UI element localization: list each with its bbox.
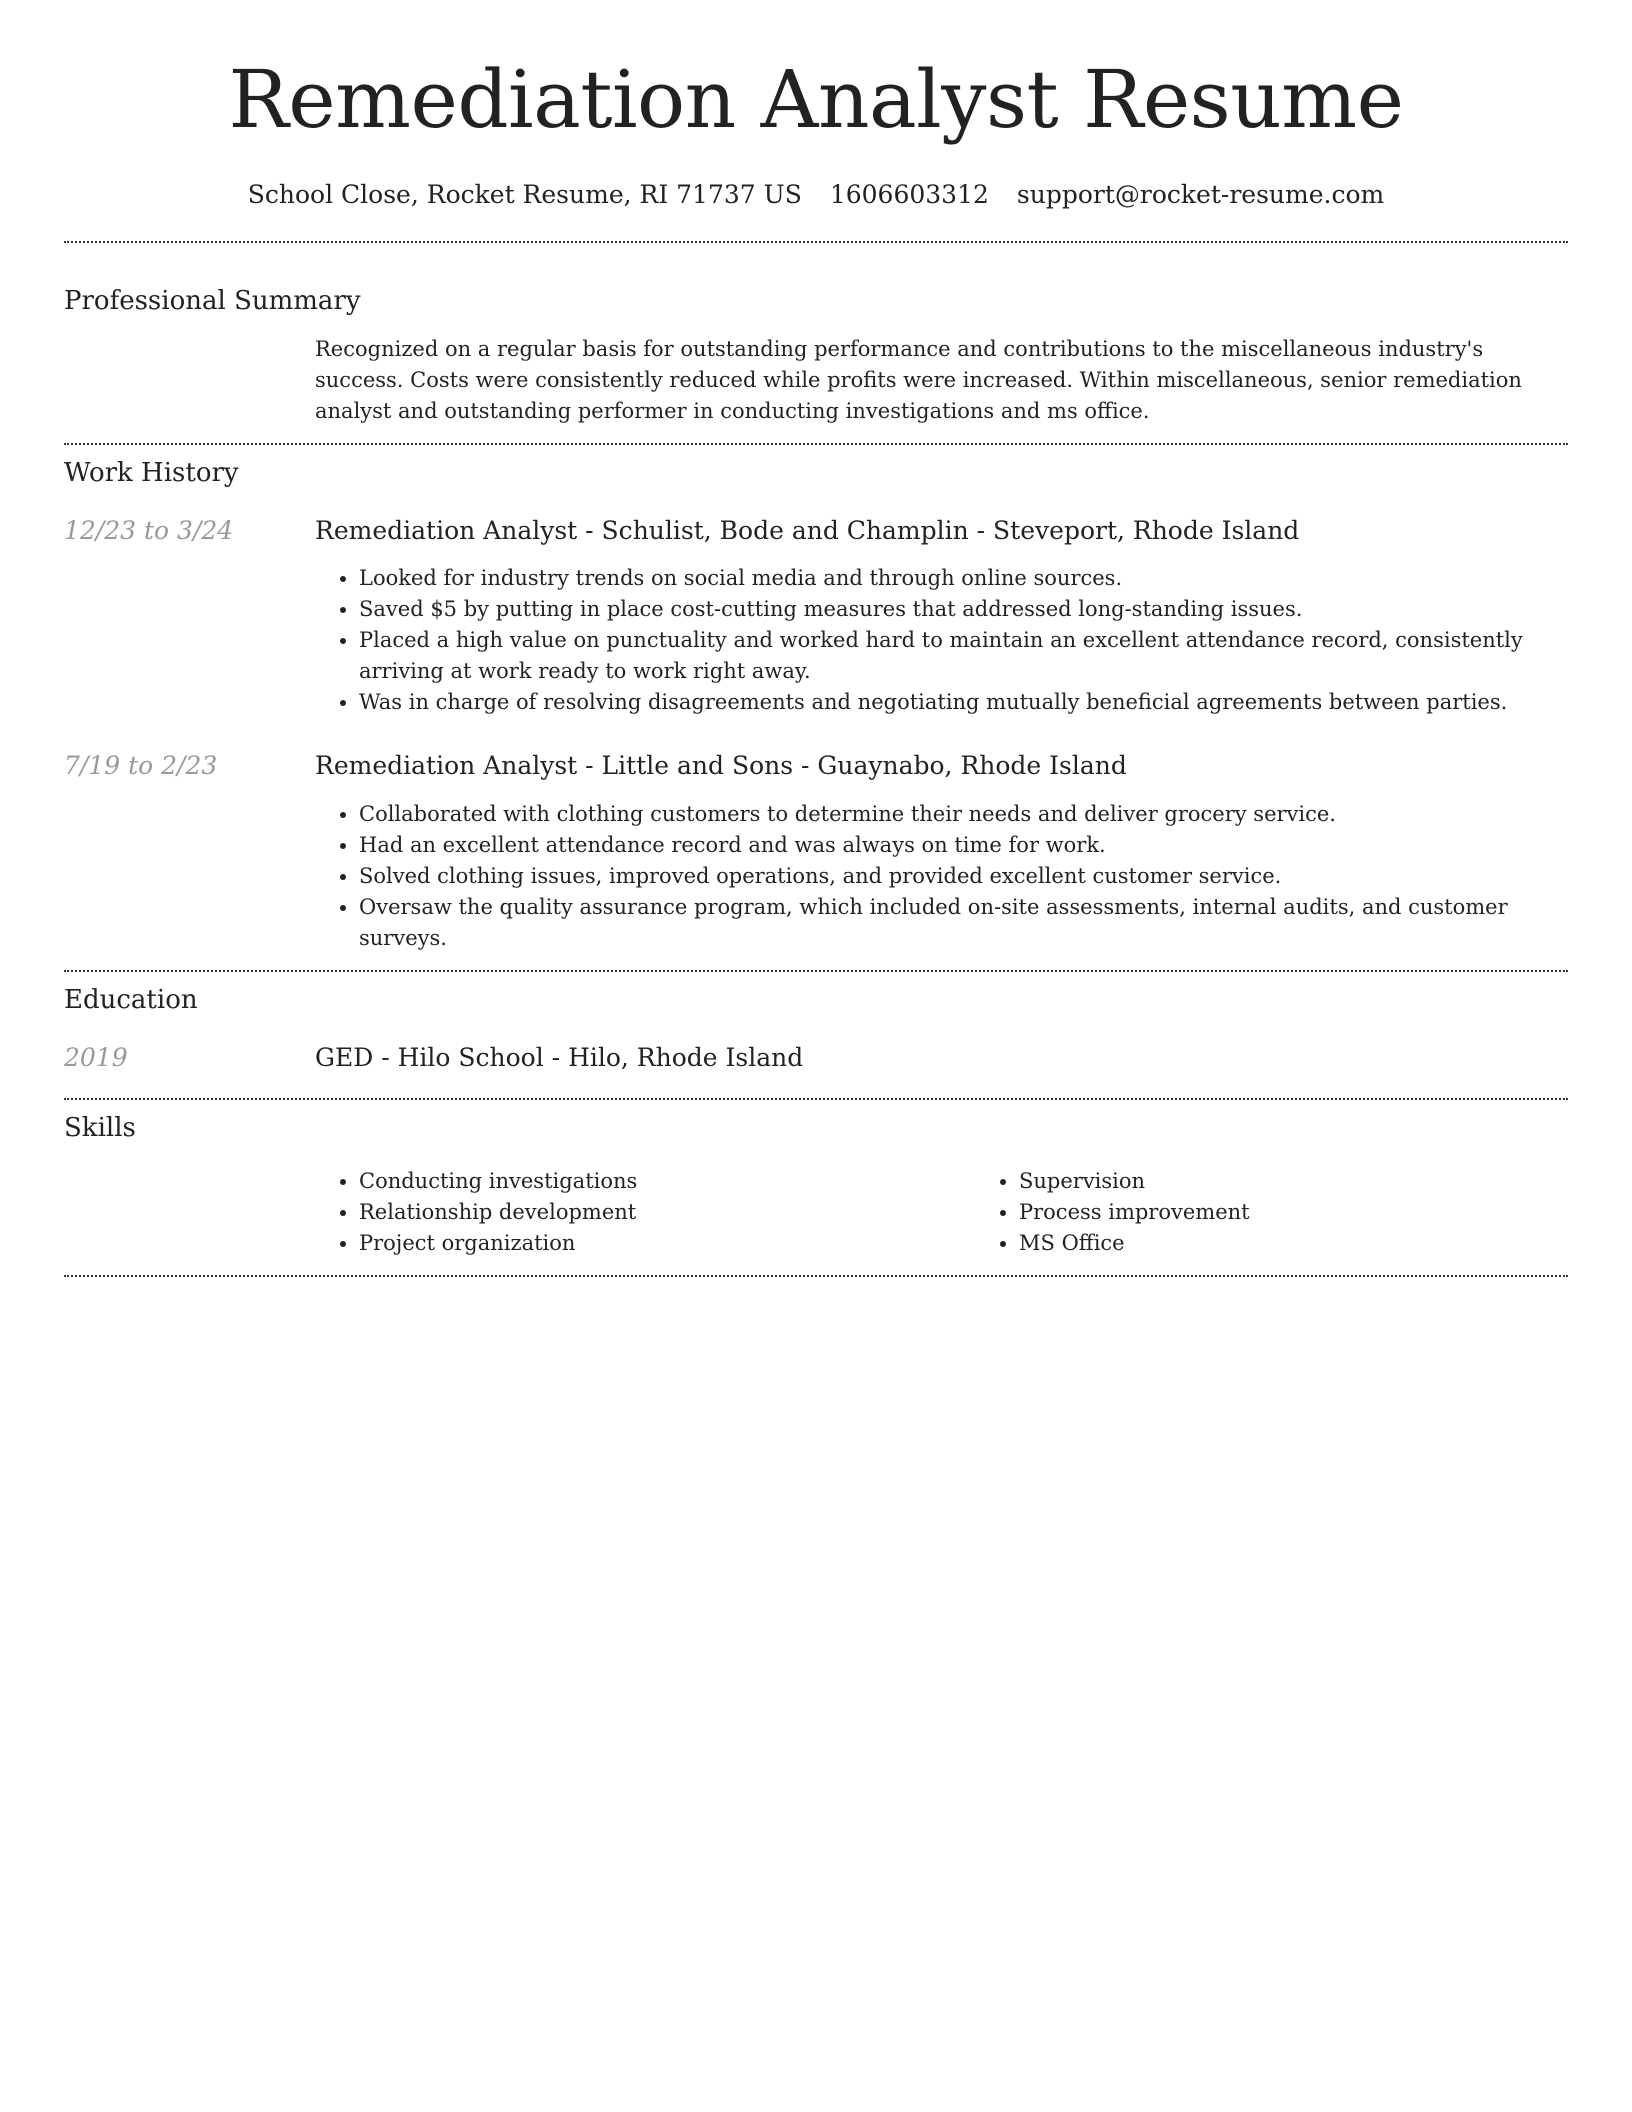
skills-spacer: [64, 1166, 315, 1259]
contact-email[interactable]: support@rocket-resume.com: [1016, 180, 1385, 209]
education-heading: GED - Hilo School - Hilo, Rhode Island: [315, 1043, 804, 1072]
list-item: • Oversaw the quality assurance program, which included on-site assessments, internal audits, and customer surveys.: [359, 892, 1568, 954]
contact-address: School Close, Rocket Resume, RI 71737 US: [247, 180, 802, 209]
list-item: • Looked for industry trends on social media and through online sources.: [359, 563, 1568, 594]
job-heading: Remediation Analyst - Little and Sons - Guaynabo, Rhode Island: [315, 751, 1127, 780]
section-title-work-history: Work History: [64, 458, 239, 488]
summary-text: Recognized on a regular basis for outstanding performance and contributions to the miscellaneous industry's success. Costs were consistently reduced while profits were increased. Within miscellaneous, senior remediation analyst and outstanding performer in conducting investigations and ms office.: [315, 337, 1522, 423]
skills-row: [64, 1166, 1568, 1259]
skill-item: • Supervision: [1019, 1166, 1632, 1197]
divider: [64, 443, 1568, 445]
divider: [64, 970, 1568, 972]
education-year: 2019: [64, 1043, 128, 1072]
skill-item: • MS Office: [1019, 1228, 1632, 1259]
skill-item: • Process improvement: [1019, 1197, 1632, 1228]
skill-item: • Conducting investigations: [359, 1166, 975, 1197]
divider: [64, 1275, 1568, 1277]
list-item: • Was in charge of resolving disagreements and negotiating mutually beneficial agreements between parties.: [359, 687, 1568, 718]
job-dates: 12/23 to 3/24: [64, 516, 234, 545]
skill-item: • Relationship development: [359, 1197, 975, 1228]
contact-phone: 1606603312: [829, 180, 989, 209]
education-entry: [64, 1042, 1568, 1074]
job-bullets: [315, 563, 1568, 718]
section-title-skills: Skills: [64, 1113, 136, 1143]
list-item: • Collaborated with clothing customers to determine their needs and deliver grocery service.: [359, 799, 1568, 830]
skill-item: • Project organization: [359, 1228, 975, 1259]
job-heading: Remediation Analyst - Schulist, Bode and Champlin - Steveport, Rhode Island: [315, 516, 1300, 545]
contact-line: [64, 180, 1568, 210]
section-title-education: Education: [64, 985, 198, 1015]
summary-spacer: [64, 334, 315, 427]
skills-list-left: [315, 1166, 975, 1259]
job-entry: [64, 515, 1568, 718]
resume-page: [64, 0, 1568, 1277]
list-item: • Had an excellent attendance record and was always on time for work.: [359, 830, 1568, 861]
job-entry: [64, 750, 1568, 954]
list-item: • Placed a high value on punctuality and worked hard to maintain an excellent attendance record, consistently arriving at work ready to work right away.: [359, 625, 1568, 687]
list-item: • Saved $5 by putting in place cost-cutting measures that addressed long-standing issues.: [359, 594, 1568, 625]
divider: [64, 241, 1568, 243]
section-title-summary: Professional Summary: [64, 286, 361, 316]
job-bullets: [315, 799, 1568, 954]
list-item: • Solved clothing issues, improved operations, and provided excellent customer service.: [359, 861, 1568, 892]
skills-list-right: [975, 1166, 1632, 1259]
resume-title: Remediation Analyst Resume: [228, 53, 1404, 146]
summary-row: [64, 334, 1568, 427]
skills-grid: [315, 1166, 1632, 1259]
divider: [64, 1098, 1568, 1100]
job-dates: 7/19 to 2/23: [64, 751, 218, 780]
